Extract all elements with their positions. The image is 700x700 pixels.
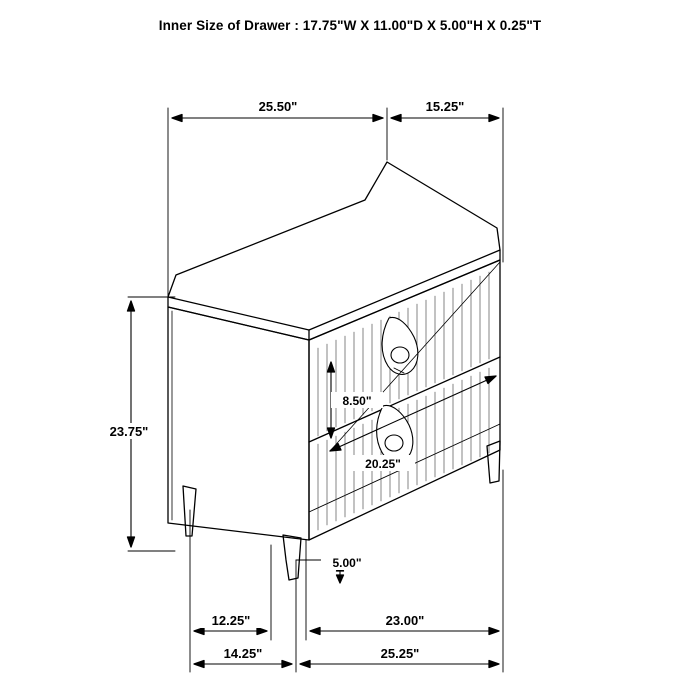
dim-base-side-depth: 12.25" [211, 613, 251, 628]
dim-top-side-depth: 15.25" [425, 99, 465, 114]
dim-top-front-width: 25.50" [258, 99, 298, 114]
dim-base-front-width: 23.00" [385, 613, 425, 628]
dim-leg-height: 5.00" [332, 556, 362, 570]
dim-drawer-face-width: 20.25" [365, 457, 401, 471]
dim-bottom-side-depth: 14.25" [223, 646, 263, 661]
dim-overall-height: 23.75" [109, 424, 149, 439]
dim-bottom-front-width: 25.25" [380, 646, 420, 661]
dim-drawer-face-height: 8.50" [342, 394, 372, 408]
page-title: Inner Size of Drawer : 17.75"W X 11.00"D X 5.00"H X 0.25"T [158, 18, 542, 33]
